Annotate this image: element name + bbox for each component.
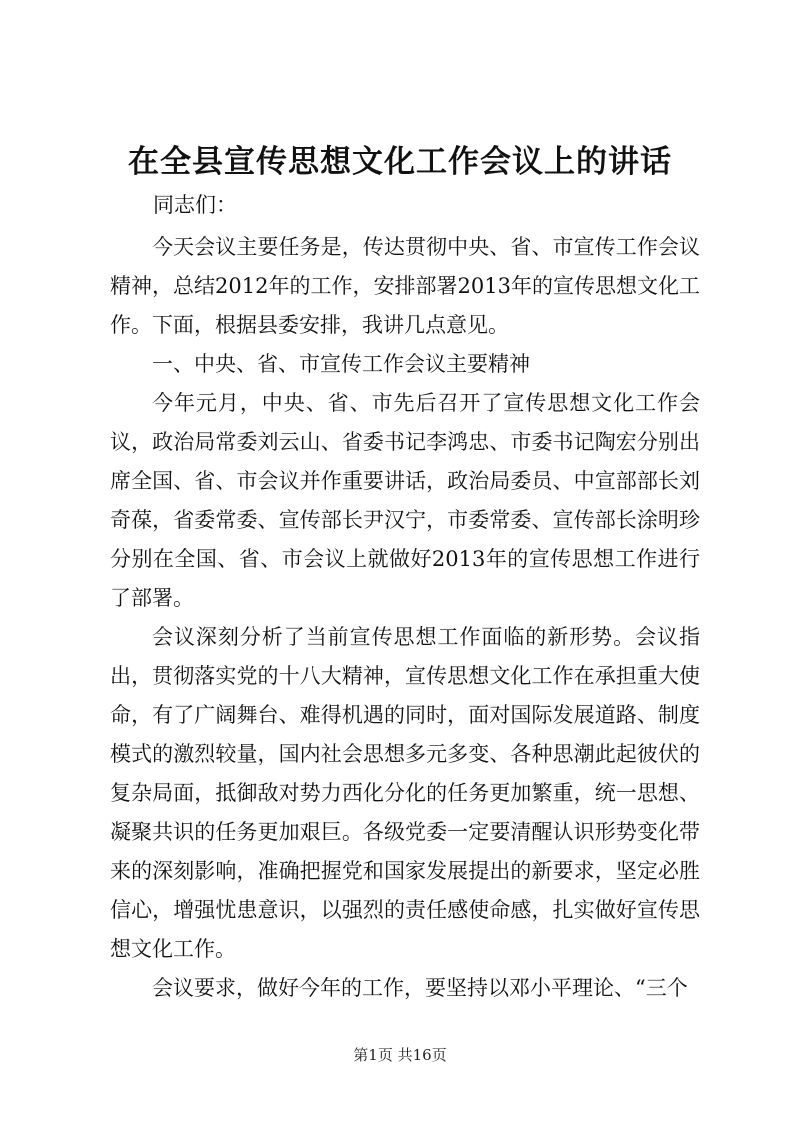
section-heading-1: 一、中央、省、市宣传工作会议主要精神: [152, 352, 530, 376]
page-footer: 第1页 共16页: [353, 1046, 447, 1064]
paragraph-requirements: 会议要求，做好今年的工作，要坚持以邓小平理论、“三个: [152, 976, 688, 1000]
greeting: 同志们：: [153, 193, 237, 217]
paragraph-meetings: 今年元月，中央、省、市先后召开了宣传思想文化工作会议，政治局常委刘云山、省委书记李鸿忠、市委书记陶宏分别出席全国、省、市会议并作重要讲话，政治局委员、中宣部部长刘奇葆，省委常委、宣传部长尹汉宁，市委常委、宣传部长涂明珍分别在全国、省、市会议上就做好2013年的宣传思想工作进行了部署。: [110, 391, 700, 610]
paragraph-situation: 会议深刻分析了当前宣传思想工作面临的新形势。会议指出，贯彻落实党的十八大精神，宣传思想文化工作在承担重大使命，有了广阔舞台、难得机遇的同时，面对国际发展道路、制度模式的激烈较量，国内社会思想多元多变、各种思潮此起彼伏的复杂局面，抵御敌对势力西化分化的任务更加繁重，统一思想、凝聚共识的任务更加艰巨。各级党委一定要清醒认识形势变化带来的深刻影响，准确把握党和国家发展提出的新要求，坚定必胜信心，增强忧患意识，以强烈的责任感使命感，扎实做好宣传思想文化工作。: [110, 625, 700, 961]
paragraph-intro: 今天会议主要任务是，传达贯彻中央、省、市宣传工作会议精神，总结2012年的工作，安排部署2013年的宣传思想文化工作。下面，根据县委安排，我讲几点意见。: [110, 235, 700, 337]
document-title: 在全县宣传思想文化工作会议上的讲话: [128, 144, 672, 180]
document-body: [110, 228, 700, 1008]
